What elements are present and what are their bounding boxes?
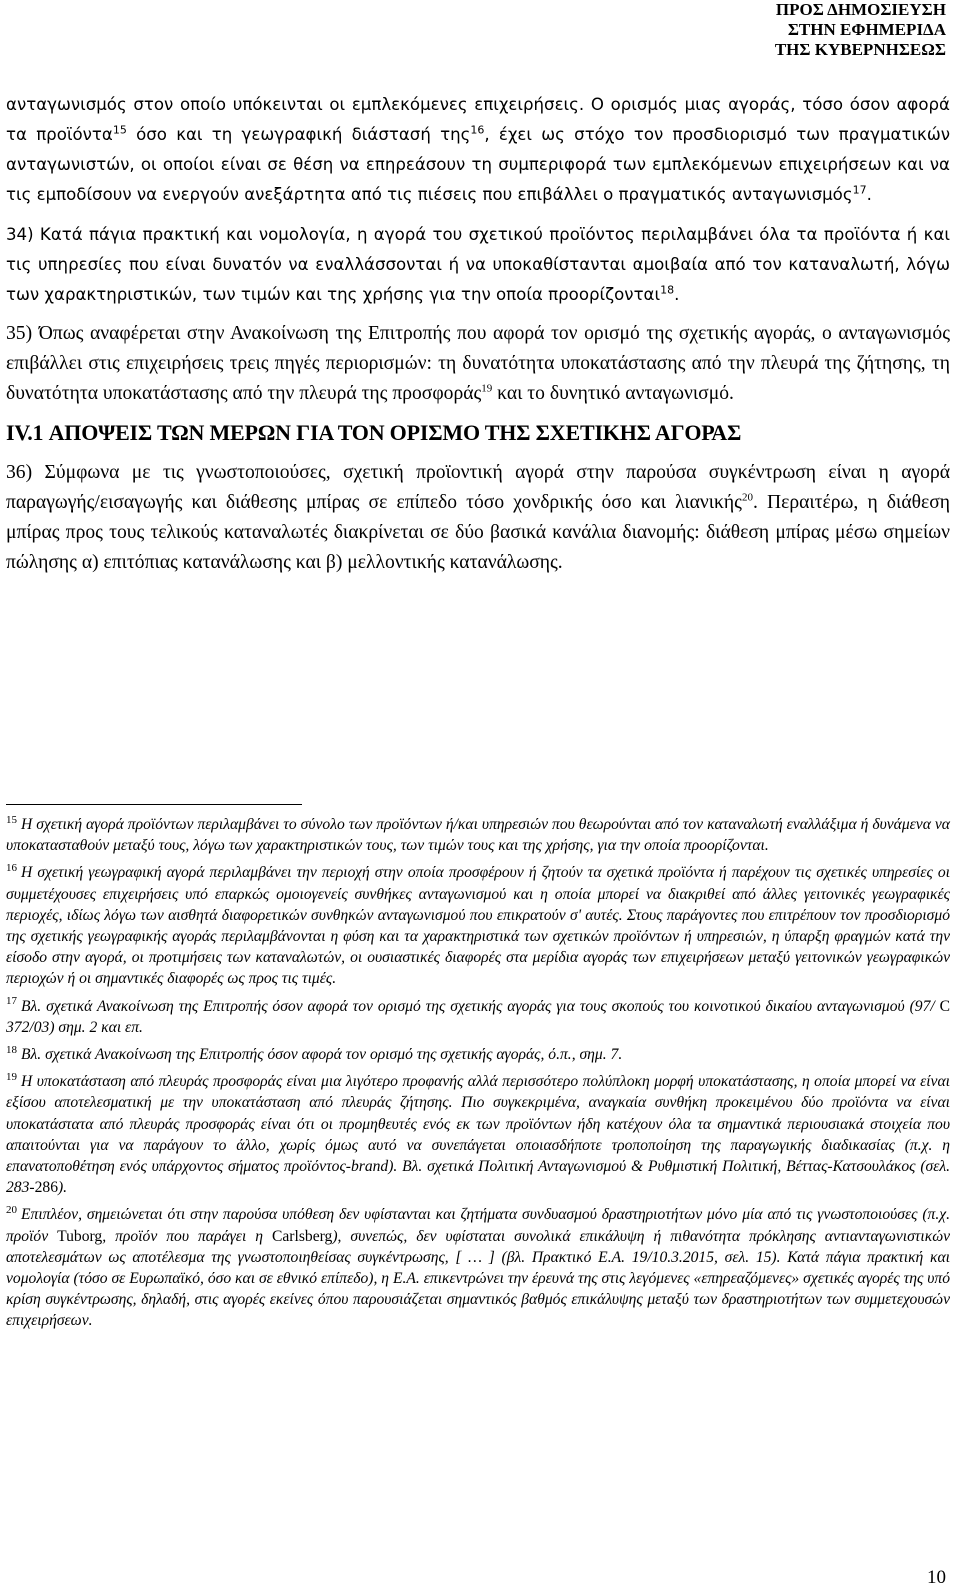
paragraph-36: 36) Σύμφωνα με τις γνωστοποιούσες, σχετική προϊοντική αγορά στην παρούσα συγκέντρωση είναι η αγορά παραγωγής/εισαγωγής και διάθεσης μπίρας σε επίπεδο τόσο χονδρικής όσο και λιανικής$^{20}$. Περαιτέρω, η διάθεση μπίρας προς τους τελικούς καταναλωτές διακρίνεται σε δύο βασικά κανάλια διανομής: διάθεση μπίρας μέσω σημείων πώλησης α) επιτόπιας κατανάλωσης και β) μελλοντικής κατανάλωσης. (6, 462, 951, 573)
footnote-15: $^{15}$ Η σχετική αγορά προϊόντων περιλαμβάνει το σύνολο των προϊόντων ή/και υπηρεσιών που θεωρούνται από τον καταναλωτή εναλλάξιμα ή δυνάμενα να υποκατασταθούν μεταξύ τους, λόγω των χαρακτηριστικών τους, των τιμών τους και της χρήσης, για την οποία προορίζονται. (6, 813, 950, 855)
footnote-ref-20[interactable]: 20 (741, 491, 753, 504)
footnote-separator (6, 804, 302, 805)
footnotes (6, 814, 950, 1338)
paragraph-intro: ανταγωνισμός στον οποίο υπόκεινται οι εμπλεκόμενες επιχειρήσεις. Ο ορισμός μιας αγοράς, τόσο όσον αφορά τα προϊόντα$^{15}$ όσο και τη γεωγραφική διάστασή της$^{16}$, έχει ως στόχο τον προσδιορισμό των πραγματικών ανταγωνιστών, οι οποίοι είναι σε θέση να επηρεάσουν τη συμπεριφορά των εμπλεκόμενων επιχειρήσεων και να τις εμποδίσουν να ενεργούν ανεξάρτητα από τις πιέσεις που επιβάλλει ο πραγματικός ανταγωνισμός$^{17}$. (6, 95, 950, 204)
footnote-20: $^{20}$ Επιπλέον, σημειώνεται ότι στην παρούσα υπόθεση δεν υφίστανται και ζητήματα συνδυασμού δραστηριοτήτων μόνο μία από τις γνωστοποιούσες (π.χ. προϊόν Tuborg, προϊόν που παράγει η Carlsberg), συνεπώς, δεν υφίσταται συνολικά επικάλυψη ή πιθανότητα πρόκλησης αντιανταγωνιστικών αποτελεσμάτων ως αποτέλεσμα της γνωστοποιηθείσας συγκέντρωσης, [ … ] (βλ. Πρακτικό Ε.Α. 19/10.3.2015, σελ. 15). Κατά πάγια πρακτική και νομολογία (τόσο σε Ευρωπαϊκό, όσο και σε εθνικό επίπεδο), η Ε.Α. επικεντρώνει την έρευνά της στις λεγόμενες «επηρεαζόμενες» σχετικές αγορές της υπό κρίση συγκέντρωσης, δηλαδή, στις αγορές εκείνες όπου παρουσιάζεται σημαντικός βαθμός επικάλυψης μεταξύ των δραστηριοτήτων των συμμετεχουσών επιχειρήσεων. (6, 1204, 950, 1330)
stamp-line-2: ΣΤΗΝ ΕΦΗΜΕΡΙΔΑ (787, 20, 946, 39)
footnote-17: $^{17}$ Βλ. σχετικά Ανακοίνωση της Επιτροπής όσον αφορά τον ορισμό της σχετικής αγοράς για τους σκοπούς του κοινοτικού δικαίου ανταγωνισμού (97/ C 372/03) σημ. 2 και επ. (6, 995, 950, 1036)
footnote-ref-19[interactable]: 19 (481, 382, 493, 395)
footnote-ref-16[interactable]: 16 (470, 123, 485, 137)
stamp-line-3: ΤΗΣ ΚΥΒΕΡΝΗΣΕΩΣ (774, 40, 946, 59)
page-number: 10 (927, 1567, 946, 1588)
footnote-19: $^{19}$ Η υποκατάσταση από πλευράς προσφοράς είναι μια λιγότερο προφανής αλλά περισσότερο πολύπλοκη μορφή υποκατάστασης, η οποία μπορεί να είναι εξίσου αποτελεσματική με την υποκατάσταση από πλευράς ζήτησης. Πιο συγκεκριμένα, αναγκαία συνθήκη προκειμένου δύο προϊόντα να είναι υποκατάστατα από πλευράς προσφοράς είναι ότι οι προμηθευτές ενός εκ των προϊόντων ήδη κατέχουν όλα τα σημαντικά περιουσιακά στοιχεία που απαιτούνται για να παράγουν το άλλο, χωρίς όμως αυτό να συνεπάγεται οποιασδήποτε τροποποίηση της παραγωγικής διαδικασίας (π.χ. η επανατοποθέτηση ενός υπάρχοντος σήματος προϊόντος-brand). Βλ. σχετικά Πολιτική Ανταγωνισμού & Ρυθμιστική Πολιτική, Βέττας-Κατσουλάκος (σελ. 283-286). (6, 1071, 950, 1197)
footnote-ref-17[interactable]: 17 (852, 183, 867, 197)
paragraph-35: 35) Όπως αναφέρεται στην Ανακοίνωση της Επιτροπής που αφορά τον ορισμό της σχετικής αγοράς, ο ανταγωνισμός επιβάλλει στις επιχειρήσεις τρεις πηγές περιορισμών: τη δυνατότητα υποκατάστασης από την πλευρά της ζήτησης, τη δυνατότητα υποκατάστασης από την πλευρά της προσφοράς$^{19}$ και το δυνητικό ανταγωνισμό. (6, 323, 950, 404)
main-body (6, 90, 950, 578)
footnote-18: $^{18}$ Βλ. σχετικά Ανακοίνωση της Επιτροπής όσον αφορά τον ορισμό της σχετικής αγοράς, ό.π., σημ. 7. (6, 1043, 623, 1064)
footnote-ref-15[interactable]: 15 (112, 123, 127, 137)
paragraph-34: 34) Κατά πάγια πρακτική και νομολογία, η αγορά του σχετικού προϊόντος περιλαμβάνει όλα τα προϊόντα ή και τις υπηρεσίες που είναι δυνατόν να εναλλάσσονται ή να υποκαθίστανται αμοιβαία από τον καταναλωτή, λόγω των χαρακτηριστικών, των τιμών και της χρήσης για την οποία προορίζονται$^{18}$. (6, 225, 950, 304)
stamp-line-1: ΠΡΟΣ ΔΗΜΟΣΙΕΥΣΗ (775, 0, 946, 19)
section-heading: IV.1 ΑΠΟΨΕΙΣ ΤΩΝ ΜΕΡΩΝ ΓΙΑ ΤΟΝ ΟΡΙΣΜΟ ΤΗΣ ΣΧΕΤΙΚΗΣ ΑΓΟΡΑΣ (6, 420, 742, 445)
publication-stamp (775, 0, 946, 60)
footnote-16: $^{16}$ Η σχετική γεωγραφική αγορά περιλαμβάνει την περιοχή στην οποία προσφέρουν ή ζητούν τα σχετικά προϊόντα ή παρέχουν τις σχετικές υπηρεσίες οι συμμετέχουσες επιχειρήσεις υπό επαρκώς ομοιογενείς συνθήκες ανταγωνισμού και η οποία μπορεί να διακριθεί από άλλες γειτονικές γεωγραφικές περιοχές, ιδίως λόγω των αισθητά διαφορετικών συνθηκών ανταγωνισμού που επικρατούν σ' αυτές. Στους παράγοντες που επιτρέπουν τον προσδιορισμό της σχετικής γεωγραφικής αγοράς περιλαμβάνονται η φύση και τα χαρακτηριστικά των σχετικών προϊόντων ή υπηρεσιών, η ύπαρξη φραγμών κατά την είσοδο στην αγορά, οι προτιμήσεις των καταναλωτών, οι ουσιαστικές διαφορές στα μερίδια αγοράς των επιχειρήσεων μεταξύ γειτονικών γεωγραφικών περιοχών ή οι σημαντικές διαφορές ως προς τις τιμές. (6, 862, 950, 988)
footnote-ref-18[interactable]: 18 (660, 283, 675, 297)
